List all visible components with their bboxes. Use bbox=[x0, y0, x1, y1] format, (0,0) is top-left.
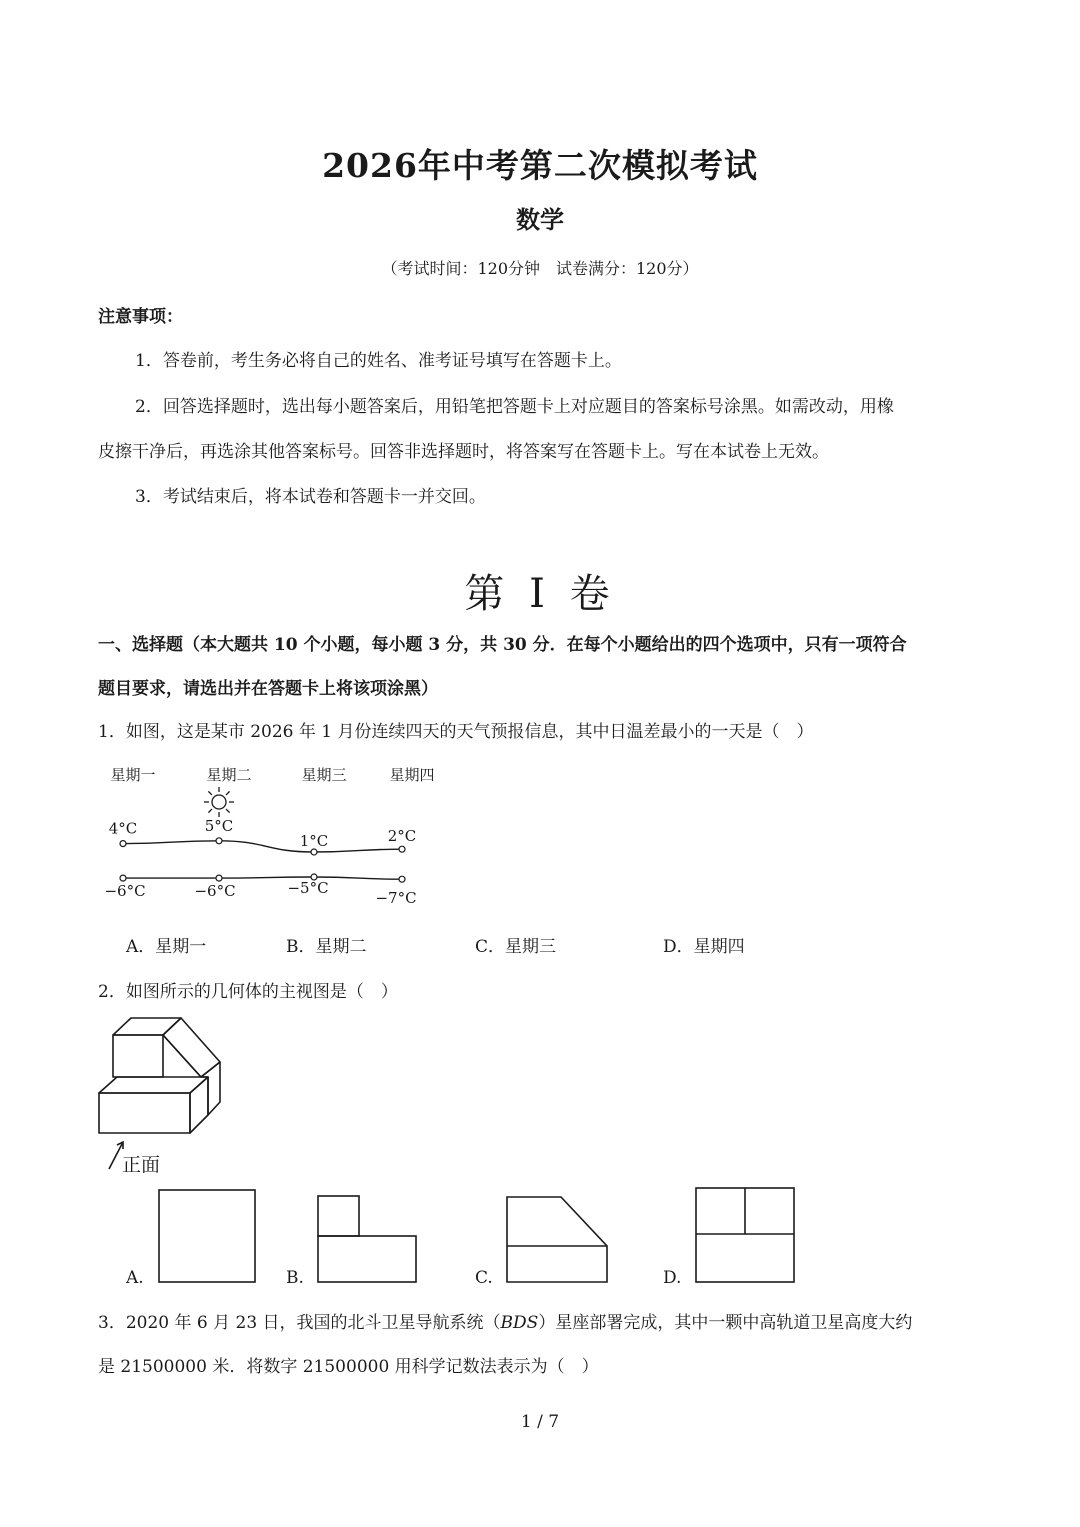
high-temp-point bbox=[399, 846, 405, 852]
page-number: 1 / 7 bbox=[520, 1412, 560, 1432]
sun-ray bbox=[226, 809, 230, 813]
notice-item-1: 1．答卷前，考生务必将自己的姓名、准考证号填写在答题卡上。 bbox=[135, 351, 622, 371]
q2-option-d-figure bbox=[695, 1187, 797, 1285]
section1-line1: 一、选择题（本大题共 10 个小题，每小题 3 分，共 30 分．在每个小题给出的四个选项中，只有一项符合 bbox=[98, 635, 907, 655]
q3-stem-line1-post: ）星座部署完成，其中一颗中高轨道卫星高度大约 bbox=[538, 1313, 913, 1333]
front-label: 正面 bbox=[122, 1154, 161, 1176]
volume-heading: 第 I 卷 bbox=[464, 571, 616, 617]
q3-stem-line2: 是 21500000 米．将数字 21500000 用科学记数法表示为（ ） bbox=[98, 1357, 599, 1377]
q3-bds: BDS bbox=[500, 1313, 539, 1333]
q3-stem-line1 bbox=[98, 1308, 912, 1333]
q1-option-d[interactable]: D．星期四 bbox=[663, 937, 745, 957]
q2-option-c[interactable]: C. bbox=[475, 1268, 493, 1288]
low-temp-point bbox=[399, 876, 405, 882]
q2-option-b[interactable]: B. bbox=[286, 1268, 304, 1288]
low-temp-label: −7°C bbox=[375, 889, 417, 908]
low-temp-point bbox=[120, 875, 126, 881]
exam-time-info: （考试时间：120分钟 试卷满分：120分） bbox=[381, 259, 699, 278]
sun-ray bbox=[226, 791, 230, 795]
exam-subject: 数学 bbox=[516, 205, 564, 234]
sun-ray bbox=[208, 791, 212, 795]
sun-ray bbox=[208, 809, 212, 813]
q3-stem-line1-pre: 3．2020 年 6 月 23 日，我国的北斗卫星导航系统（ bbox=[98, 1313, 501, 1333]
q1-stem: 1．如图，这是某市 2026 年 1 月份连续四天的天气预报信息，其中日温差最小的一天是（ ） bbox=[98, 722, 814, 742]
q2-option-a[interactable]: A. bbox=[126, 1268, 144, 1288]
q2-option-b-figure bbox=[317, 1195, 419, 1285]
low-temp-point bbox=[216, 875, 222, 881]
low-temp-label: −6°C bbox=[194, 882, 236, 901]
high-temp-point bbox=[120, 841, 126, 847]
sun-icon bbox=[212, 795, 226, 809]
high-temp-label: 4°C bbox=[108, 819, 138, 838]
q1-option-a[interactable]: A．星期一 bbox=[126, 937, 207, 957]
low-temp-label: −6°C bbox=[104, 882, 146, 901]
weekday-label: 星期三 bbox=[301, 766, 347, 784]
high-temp-point bbox=[216, 838, 222, 844]
notice-heading: 注意事项： bbox=[98, 307, 183, 327]
q2-option-a-figure bbox=[158, 1189, 258, 1285]
low-temp-label: −5°C bbox=[287, 879, 329, 897]
notice-item-2-line1: 2．回答选择题时，选出每小题答案后，用铅笔把答题卡上对应题目的答案标号涂黑。如需改动，用橡 bbox=[135, 397, 894, 417]
q2-solid-figure bbox=[95, 1012, 230, 1177]
section1-line2: 题目要求，请选出并在答题卡上将该项涂黑） bbox=[98, 679, 438, 699]
notice-item-2-line2: 皮擦干净后，再选涂其他答案标号。回答非选择题时，将答案写在答题卡上。写在本试卷上无效。 bbox=[98, 442, 829, 462]
high-temp-line bbox=[123, 841, 402, 852]
q1-option-b[interactable]: B．星期二 bbox=[286, 937, 367, 957]
notice-item-3: 3．考试结束后，将本试卷和答题卡一并交回。 bbox=[135, 487, 486, 507]
weekday-label: 星期四 bbox=[389, 766, 435, 784]
exam-title: 2026年中考第二次模拟考试 bbox=[322, 146, 758, 185]
high-temp-label: 2°C bbox=[387, 827, 417, 846]
weekday-label: 星期一 bbox=[110, 766, 156, 784]
q2-stem: 2．如图所示的几何体的主视图是（ ） bbox=[98, 982, 398, 1002]
q1-option-c[interactable]: C．星期三 bbox=[475, 937, 557, 957]
q2-option-d[interactable]: D. bbox=[663, 1268, 682, 1288]
low-temp-line bbox=[123, 877, 402, 879]
weekday-label: 星期二 bbox=[206, 766, 252, 784]
high-temp-label: 5°C bbox=[204, 816, 234, 835]
q2-option-c-figure bbox=[506, 1196, 610, 1285]
high-temp-label: 1°C bbox=[299, 832, 329, 850]
